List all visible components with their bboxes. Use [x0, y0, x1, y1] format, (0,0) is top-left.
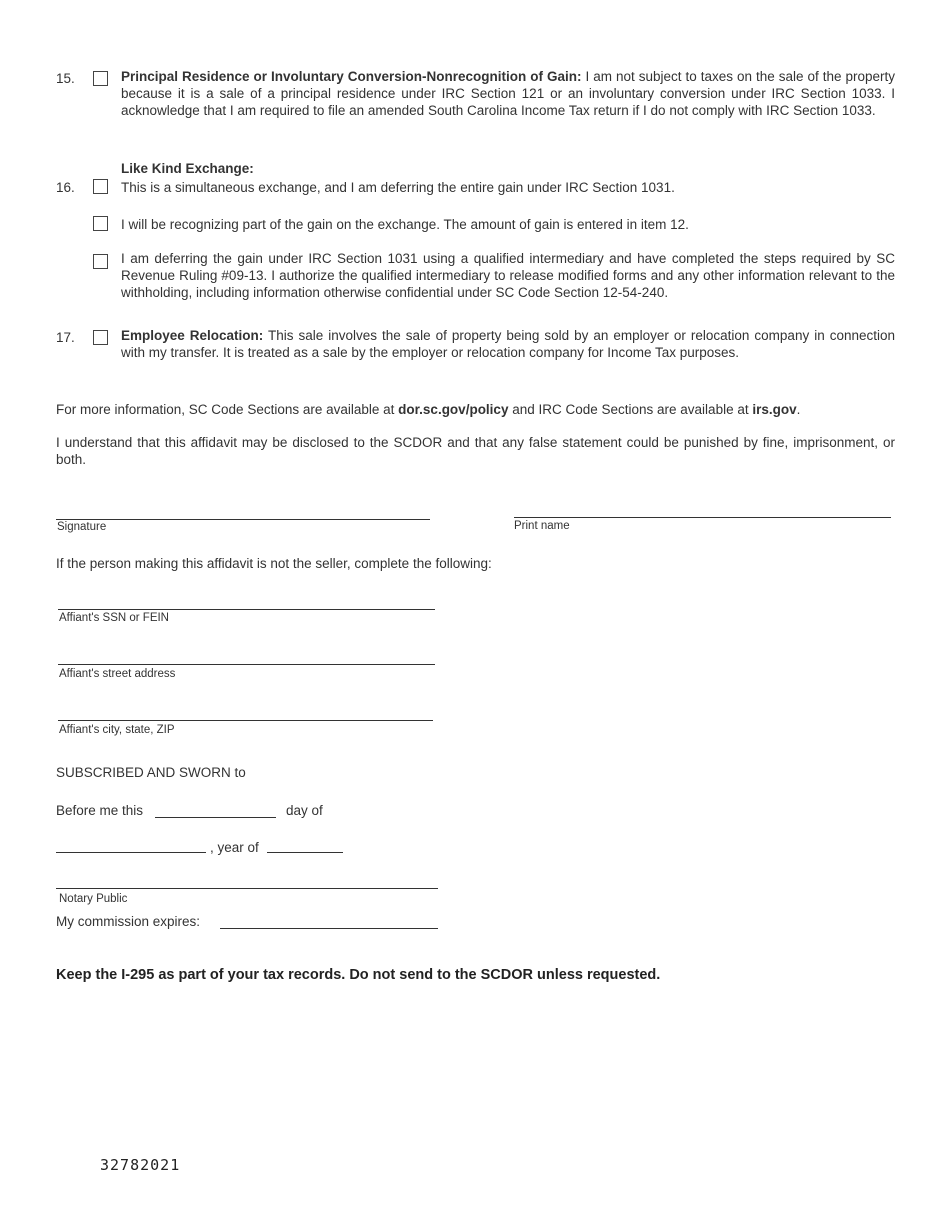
day-of-label: day of — [286, 803, 323, 818]
irs-gov-link[interactable]: irs.gov — [752, 402, 797, 417]
item-16b-text: I will be recognizing part of the gain on the exchange. The amount of gain is entered in item 12. — [121, 217, 689, 232]
item-16-number: 16. — [56, 180, 75, 195]
item-17-text — [121, 327, 895, 361]
item-16-heading: Like Kind Exchange: — [121, 161, 254, 176]
before-me-this: Before me this — [56, 803, 144, 818]
affiant-intro: If the person making this affidavit is not the seller, complete the following: — [56, 556, 492, 571]
print-name-field[interactable] — [514, 499, 891, 518]
print-name-label: Print name — [514, 520, 570, 532]
commission-expires-field[interactable] — [220, 910, 438, 929]
year-field[interactable] — [267, 834, 343, 853]
affiant-ssn-field[interactable] — [58, 591, 435, 610]
day-field[interactable] — [155, 799, 276, 818]
dor-policy-link[interactable]: dor.sc.gov/policy — [398, 402, 509, 417]
commission-expires-label: My commission expires: — [56, 914, 201, 929]
item-17-title: Employee Relocation: — [121, 328, 264, 343]
item-17-number: 17. — [56, 330, 75, 345]
notary-public-field[interactable] — [56, 870, 438, 889]
item-17-body: This sale involves the sale of property being sold by an employer or relocation company in connection with my transfer. It is treated as a sale by the employer or relocation company for Income Tax purposes. — [121, 328, 895, 360]
disclosure-statement: I understand that this affidavit may be disclosed to the SCDOR and that any false statement could be punished by fine, imprisonment, or both. — [56, 435, 895, 467]
affiant-ssn-label: Affiant's SSN or FEIN — [59, 612, 169, 624]
signature-label: Signature — [57, 521, 107, 533]
item-15-checkbox[interactable] — [93, 71, 108, 86]
item-16a-checkbox[interactable] — [93, 179, 108, 194]
year-of-label: , year of — [210, 840, 259, 855]
item-16c-text: I am deferring the gain under IRC Section 1031 using a qualified intermediary and have completed the steps required by SC Revenue Ruling #09-13. I authorize the qualified intermediary to release modified forms and any other information relevant to the withholding, including information otherwise confidential under SC Code Section 12-54-240. — [121, 251, 895, 300]
form-code: 32782021 — [100, 1156, 181, 1174]
affiant-city-field[interactable] — [58, 702, 433, 721]
more-info-suffix: . — [796, 402, 801, 417]
item-15-text — [121, 68, 895, 119]
affiant-street-label: Affiant's street address — [59, 668, 176, 680]
signature-field[interactable] — [56, 501, 430, 520]
item-17-checkbox[interactable] — [93, 330, 108, 345]
item-15-title: Principal Residence or Involuntary Conversion-Nonrecognition of Gain: — [121, 69, 582, 84]
month-field[interactable] — [56, 834, 206, 853]
item-16a-text: This is a simultaneous exchange, and I am deferring the entire gain under IRC Section 1031. — [121, 180, 675, 195]
item-16c-checkbox[interactable] — [93, 254, 108, 269]
item-15-body: I am not subject to taxes on the sale of the property because it is a sale of a principal residence under IRC Section 121 or an involuntary conversion under IRC Section 1033. I acknowledge that I am required to file an amended South Carolina Income Tax return if I do not comply with IRC Section 1033. — [121, 69, 895, 118]
subscribed-sworn: SUBSCRIBED AND SWORN to — [56, 765, 246, 780]
affiant-street-field[interactable] — [58, 646, 435, 665]
footer-note: Keep the I-295 as part of your tax records. Do not send to the SCDOR unless requested. — [56, 967, 661, 983]
more-info-text — [56, 401, 896, 418]
more-info-prefix: For more information, SC Code Sections are available at — [56, 402, 399, 417]
item-15-number: 15. — [56, 71, 75, 86]
item-16b-checkbox[interactable] — [93, 216, 108, 231]
notary-public-label: Notary Public — [59, 893, 128, 905]
more-info-middle: and IRC Code Sections are available at — [508, 402, 753, 417]
affiant-city-label: Affiant's city, state, ZIP — [59, 724, 175, 736]
